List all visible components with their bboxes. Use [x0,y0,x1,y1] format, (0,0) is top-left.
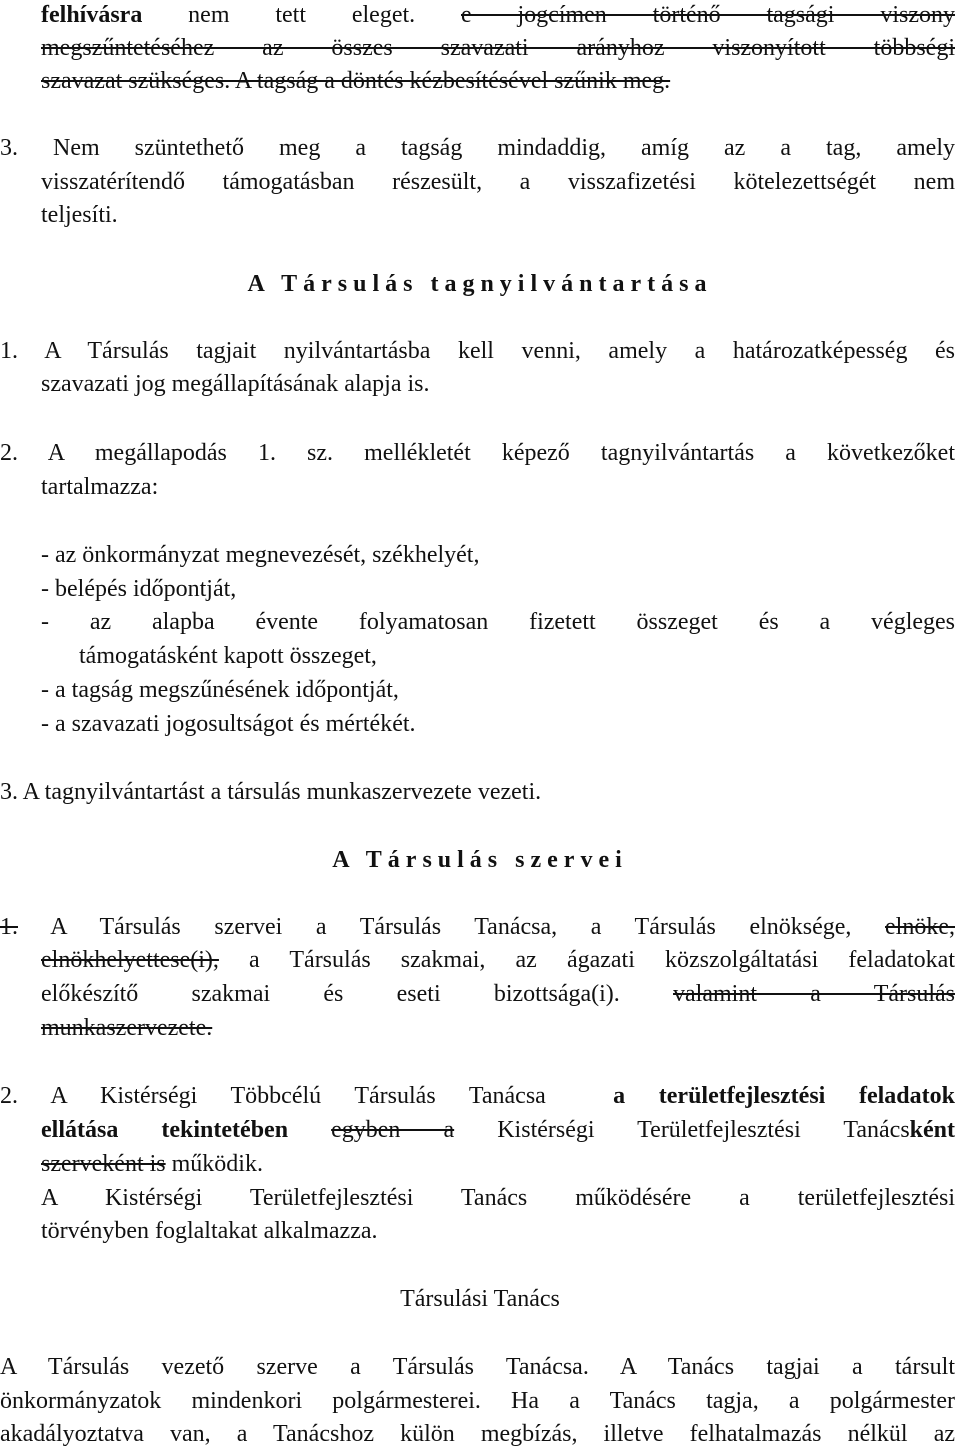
list-item-continuation: támogatásként kapott összeget, [79,643,377,669]
bold-text: a területfejlesztési feladatok [613,1083,955,1109]
list-item: - a tagság megszűnésének időpontját, [41,677,399,703]
section-heading-organs: A Társulás szervei [332,847,628,873]
registry-para-2-line-2: tartalmazza: [41,474,159,500]
list-item: - az alapba évente folyamatosan fizetett összeget és a végleges [41,609,955,635]
list-item: - a szavazati jogosultságot és mértékét. [41,711,416,737]
list-item: - belépés időpontját, [41,576,237,602]
council-para-line-2: önkormányzatok mindenkori polgármesterei. Ha a Tanács tagja, a polgármester [0,1388,955,1414]
struck-text: elnökhelyettese(i), [41,947,219,973]
registry-para-1-line-2: szavazati jog megállapításának alapja is. [41,371,430,397]
bold-text: ellátása tekintetében [41,1117,289,1143]
list-item: - az önkormányzat megnevezését, székhelyét, [41,542,480,568]
subheading-council: Társulási Tanács [400,1286,560,1312]
intro-line-1 [41,0,955,30]
organs-para-1-line-1 [0,912,955,942]
organs-text: előkészítő szakmai és eseti bizottsága(i). [41,981,674,1007]
struck-text: szerveként is [41,1151,166,1177]
bold-suffix: ként [909,1117,955,1143]
space [288,1117,331,1143]
registry-para-1-line-1: 1. A Társulás tagjait nyilvántartásba kell venni, amely a határozatképesség és [0,338,955,364]
struck-number: 1. [0,914,18,940]
organs-para-2-line-5: törvényben foglaltakat alkalmazza. [41,1218,378,1244]
struck-text: elnöke, [885,914,955,940]
struck-text: valamint a Társulás [673,981,955,1007]
council-para-line-1: A Társulás vezető szerve a Társulás Tanácsa. A Tanács tagjai a társult [0,1354,955,1380]
organs-para-1-line-2 [41,945,955,975]
organs-text: Kistérségi Területfejlesztési Tanács [454,1117,910,1143]
registry-para-3: 3. A tagnyilvántartást a társulás munkaszervezete vezeti. [0,779,542,805]
intro-line-2: megszűntetéséhez az összes szavazati arányhoz viszonyított többségi [41,35,955,61]
organs-para-2-line-2 [41,1115,955,1145]
organs-para-2-line-4: A Kistérségi Területfejlesztési Tanács működésére a területfejlesztési [41,1185,955,1211]
section-heading-registry: A Társulás tagnyilvántartása [247,271,713,297]
organs-para-2-line-1 [0,1081,955,1111]
intro-text: nem tett eleget. [142,2,461,28]
organs-text: a Társulás szakmai, az ágazati közszolgáltatási feladatokat [218,947,955,973]
intro-struck-text: e jogcímen történő tagsági viszony [461,2,955,28]
para-3-line-3: teljesíti. [41,202,118,228]
registry-para-2-line-1: 2. A megállapodás 1. sz. mellékletét képező tagnyilvántartás a következőket [0,440,955,466]
organs-para-1-line-3 [41,979,955,1009]
council-para-line-3: akadályoztatva van, a Tanácshoz külön megbízás, illetve felhatalmazás nélkül az [0,1421,955,1447]
organs-text: működik. [165,1151,263,1177]
organs-para-1-line-4: munkaszervezete. [41,1015,213,1041]
organs-text: 2. A Kistérségi Többcélú Társulás Tanácsa [0,1083,614,1109]
intro-line-3: szavazat szükséges. A tagság a döntés kézbesítésével szűnik meg. [41,68,671,94]
struck-text: egyben a [331,1117,455,1143]
intro-bold-text: felhívásra [41,2,143,28]
para-3-line-2: visszatérítendő támogatásban részesült, a visszafizetési kötelezettségét nem [41,169,955,195]
organs-para-2-line-3 [41,1149,263,1179]
para-3-line-1: 3. Nem szüntethető meg a tagság mindaddig, amíg az a tag, amely [0,135,955,161]
organs-text: A Társulás szervei a Társulás Tanácsa, a Társulás elnöksége, [18,914,886,940]
